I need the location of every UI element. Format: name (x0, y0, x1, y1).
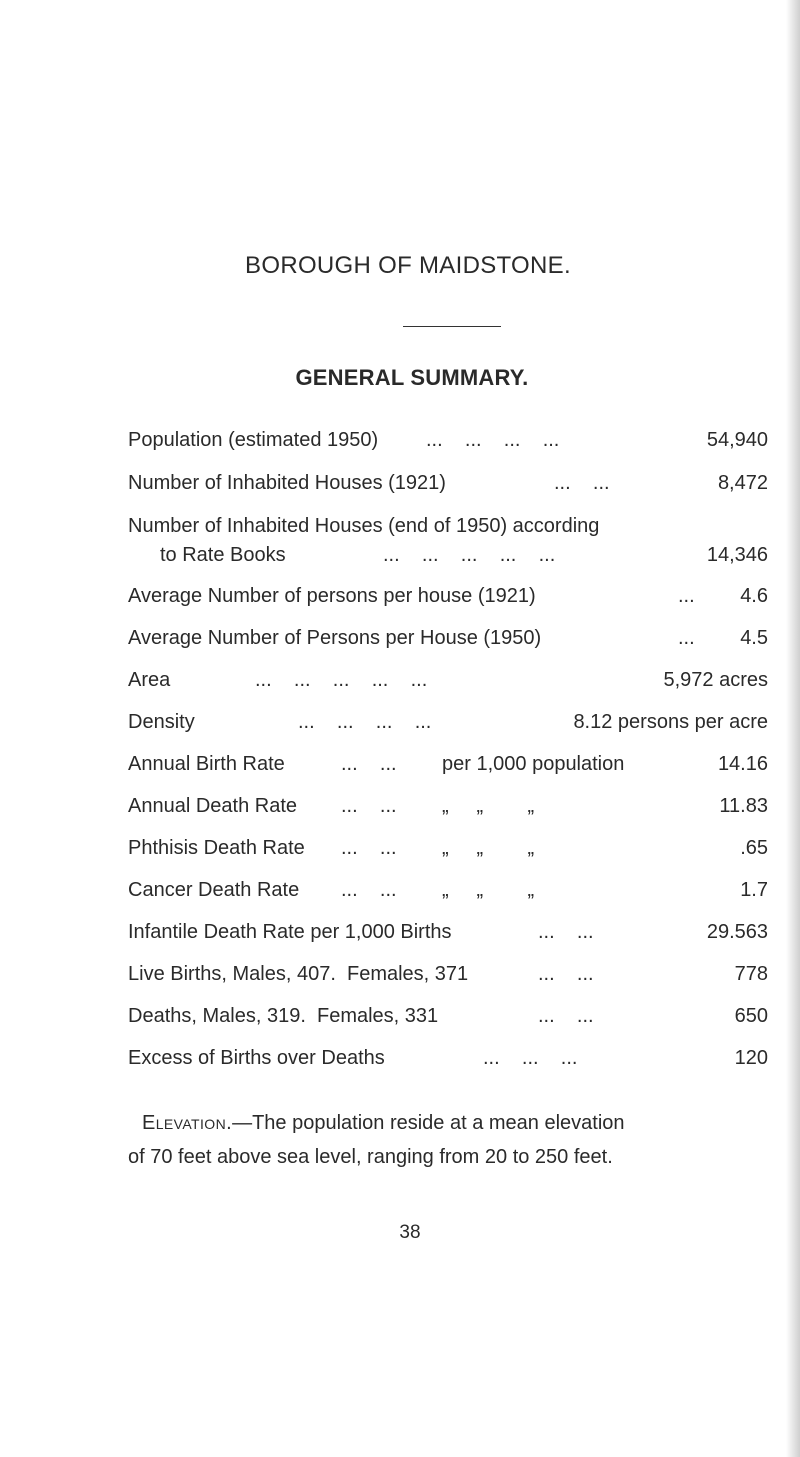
dot-leader: ... ... (538, 1005, 594, 1027)
row-label: Annual Death Rate (128, 795, 298, 817)
row-label-continued: to Rate Books (160, 544, 286, 566)
elevation-line-1 (142, 1107, 625, 1139)
row-density (128, 706, 768, 738)
title-divider (403, 326, 501, 327)
row-deaths (128, 1000, 768, 1032)
dot-leader: ... ... (341, 837, 397, 859)
row-label: Average Number of Persons per House (1950) (128, 627, 542, 649)
dot-leader: ... (678, 585, 695, 607)
row-label: Density (128, 711, 195, 733)
row-birth-rate (128, 748, 768, 780)
rate-unit: per 1,000 population (442, 753, 625, 775)
row-value: 29.563 (706, 921, 768, 943)
dot-leader: ... (678, 627, 695, 649)
dot-leader: ... ... ... (483, 1047, 578, 1069)
row-area (128, 664, 768, 696)
row-value: 14.16 (717, 753, 768, 775)
row-value: 4.6 (740, 585, 768, 607)
row-population (128, 424, 768, 456)
row-label: Number of Inhabited Houses (1921) (128, 472, 446, 494)
row-value: 8,472 (717, 472, 768, 494)
row-value: 5,972 acres (663, 669, 768, 691)
row-label: Phthisis Death Rate (128, 837, 305, 859)
dot-leader: ... ... (554, 472, 610, 494)
row-houses-1950-line2 (128, 539, 768, 571)
row-value: 4.5 (740, 627, 768, 649)
row-label: Cancer Death Rate (128, 879, 300, 901)
dot-leader: ... ... ... ... ... (255, 669, 428, 691)
row-excess-births (128, 1042, 768, 1074)
row-value: 650 (734, 1005, 768, 1027)
row-value: 778 (734, 963, 768, 985)
dot-leader: ... ... (341, 879, 397, 901)
row-infantile-death-rate (128, 916, 768, 948)
row-cancer-rate (128, 874, 768, 906)
dot-leader: ... ... (341, 753, 397, 775)
dot-leader: ... ... (538, 921, 594, 943)
row-phthisis-rate (128, 832, 768, 864)
row-value: 54,940 (706, 429, 768, 451)
row-live-births (128, 958, 768, 990)
row-death-rate (128, 790, 768, 822)
row-houses-1950-line1 (128, 510, 768, 542)
row-value: 120 (734, 1047, 768, 1069)
summary-title: GENERAL SUMMARY. (295, 365, 529, 390)
row-average-1950 (128, 622, 768, 654)
page-number: 38 (399, 1222, 421, 1243)
elevation-heading: Elevation. (142, 1112, 233, 1134)
row-label: Annual Birth Rate (128, 753, 285, 775)
elevation-text: —The population reside at a mean elevation (232, 1112, 625, 1134)
row-label: Excess of Births over Deaths (128, 1047, 385, 1069)
row-value: .65 (740, 837, 768, 859)
dot-leader: ... ... (538, 963, 594, 985)
row-label: Live Births, Males, 407. Females, 371 (128, 963, 469, 985)
dot-leader: ... ... ... ... (298, 711, 432, 733)
row-label: Infantile Death Rate per 1,000 Births (128, 921, 452, 943)
row-average-1921 (128, 580, 768, 612)
row-value: 8.12 persons per acre (573, 711, 768, 733)
row-value: 11.83 (719, 795, 768, 817)
dot-leader: ... ... ... ... (426, 429, 560, 451)
row-houses-1921 (128, 467, 768, 499)
row-label: Average Number of persons per house (1921) (128, 585, 536, 607)
row-label: Deaths, Males, 319. Females, 331 (128, 1005, 439, 1027)
row-label: Number of Inhabited Houses (end of 1950) according (128, 515, 600, 537)
ditto-marks: „ „ „ (442, 837, 535, 859)
row-label: Population (estimated 1950) (128, 429, 379, 451)
borough-title: BOROUGH OF MAIDSTONE. (245, 252, 571, 279)
dot-leader: ... ... (341, 795, 397, 817)
row-value: 1.7 (740, 879, 768, 901)
ditto-marks: „ „ „ (442, 879, 535, 901)
row-value: 14,346 (706, 544, 768, 566)
dot-leader: ... ... ... ... ... (383, 544, 556, 566)
ditto-marks: „ „ „ (442, 795, 535, 817)
row-label: Area (128, 669, 171, 691)
elevation-line-2: of 70 feet above sea level, ranging from 20 to 250 feet. (128, 1146, 613, 1168)
